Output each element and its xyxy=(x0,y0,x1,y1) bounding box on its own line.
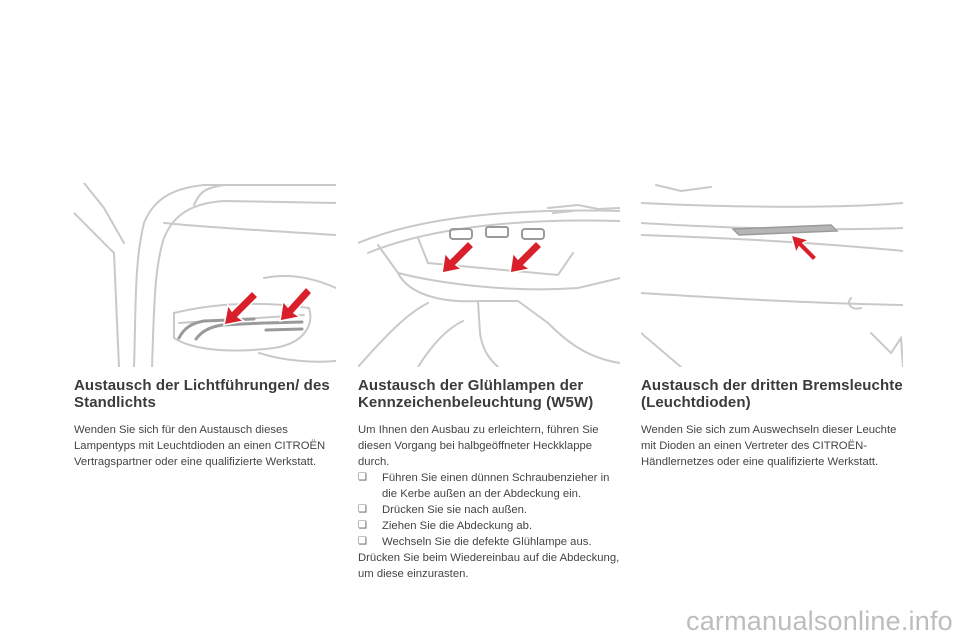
step-list xyxy=(358,470,620,550)
section-body: Wenden Sie sich für den Austausch dieses Lampentyps mit Leuchtdioden an einen CITROËN Vertragspartner oder eine qualifizierte Werkstatt. xyxy=(74,424,326,468)
brake-light-shape xyxy=(733,225,837,235)
arrow-icon xyxy=(224,287,312,325)
list-item: ❏ Drücken Sie sie nach außen. xyxy=(358,504,528,516)
checkbox-bullet-icon: ❏ xyxy=(358,472,367,483)
list-item: ❏ Führen Sie einen dünnen Schraubenzieher in die Kerbe außen an der Abdeckung ein. xyxy=(358,472,610,500)
section-plate-lights xyxy=(358,183,620,582)
checkbox-bullet-icon: ❏ xyxy=(358,504,367,515)
list-item: ❏ Ziehen Sie die Abdeckung ab. xyxy=(358,520,533,532)
section-body: Wenden Sie sich zum Auswechseln dieser Leuchte mit Dioden an einen Vertreter des CITROËN-Händlernetzes oder eine qualifizierte Werkstatt. xyxy=(641,424,897,468)
section-title: Austausch der Lichtführungen/ des Standlichts xyxy=(74,377,330,411)
checkbox-bullet-icon: ❏ xyxy=(358,520,367,531)
section-brake-light xyxy=(641,183,903,470)
section-side-lights xyxy=(74,183,336,470)
section-outro: Drücken Sie beim Wiedereinbau auf die Abdeckung, um diese einzurasten. xyxy=(358,552,620,580)
section-title: Austausch der Glühlampen der Kennzeichenbeleuchtung (W5W) xyxy=(358,377,594,411)
checkbox-bullet-icon: ❏ xyxy=(358,536,367,547)
section-intro: Um Ihnen den Ausbau zu erleichtern, führen Sie diesen Vorgang bei halbgeöffneter Heckklappe durch. xyxy=(358,424,599,468)
brake-light-illustration xyxy=(641,183,903,367)
section-title: Austausch der dritten Bremsleuchte (Leuchtdioden) xyxy=(641,377,903,411)
rear-light-illustration xyxy=(74,183,336,367)
list-item: ❏ Wechseln Sie die defekte Glühlampe aus. xyxy=(358,536,592,548)
watermark: carmanualsonline.info xyxy=(686,606,953,636)
license-plate-light-illustration xyxy=(358,183,620,367)
arrow-icon xyxy=(791,235,817,261)
